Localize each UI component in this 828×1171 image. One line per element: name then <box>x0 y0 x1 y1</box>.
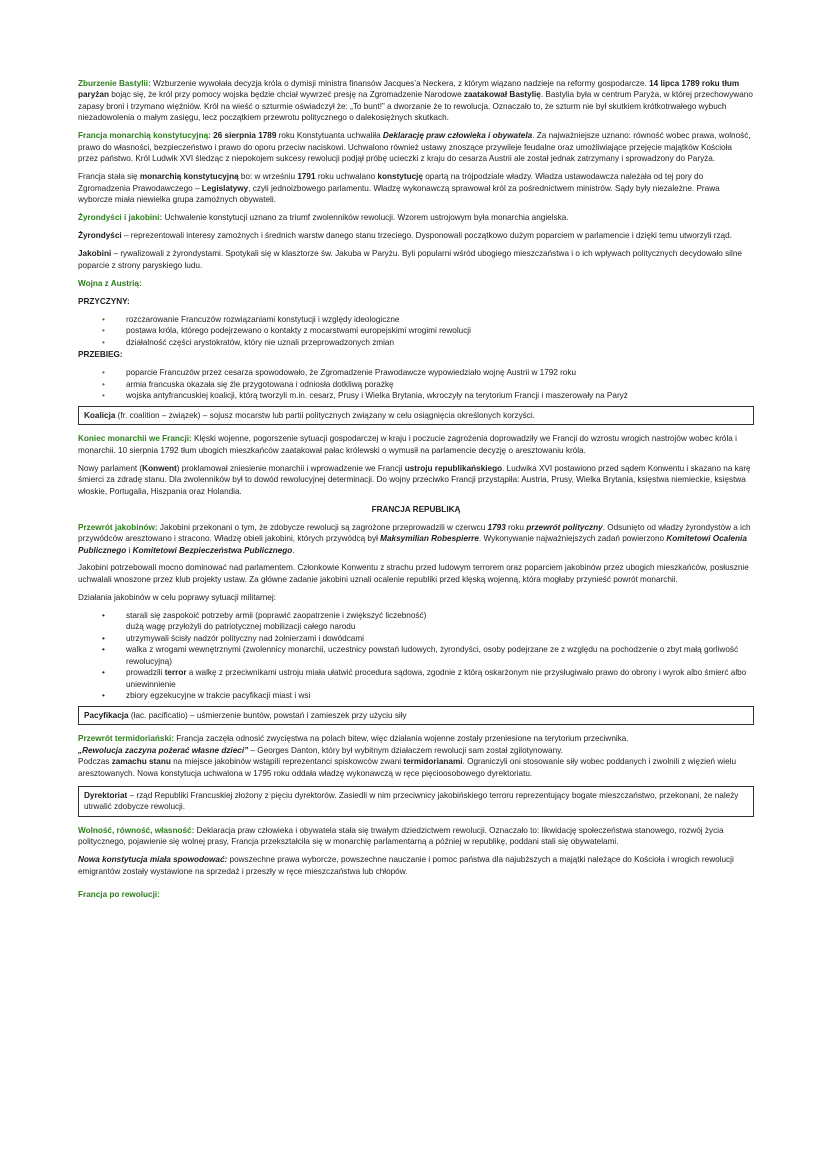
document-page <box>78 78 754 907</box>
list-przyczyny <box>78 314 754 348</box>
paragraph-przewrot-jakobinow <box>78 522 754 556</box>
text: i <box>126 545 133 555</box>
list-item <box>78 337 754 348</box>
bullet-icon: • <box>102 391 105 401</box>
bullet-icon: • <box>102 379 105 389</box>
bullet-icon: • <box>102 314 105 324</box>
heading-konstytucja: Francja monarchią konstytucyjną: <box>78 131 211 141</box>
text: Wzburzenie wywołała decyzja króla o dymisji ministra finansów Jacques’a Neckera, z którym wiązano nadzieje na reformy gospodarcze. <box>150 79 650 88</box>
list-item <box>78 644 754 667</box>
dzialania-intro: Działania jakobinów w celu poprawy sytuacji militarnej: <box>78 592 276 602</box>
bold-text: terror <box>164 668 187 678</box>
text: a walkę z przeciwnikami ustroju miała ułatwić procedura sądowa, zgodnie z którą oskarżonym nie przysługiwało prawo do obrony i wyrok albo śmierć albo uniewinnienie <box>126 668 747 689</box>
list-item <box>78 367 754 378</box>
list-item-continuation <box>78 621 754 632</box>
bold-italic-text: Maksymilian Robespierre <box>380 534 479 544</box>
section-dzialania <box>78 592 754 702</box>
term: Pacyfikacja <box>84 710 129 720</box>
bold-italic-text: 1793 <box>487 522 506 532</box>
text: . Wykonywanie najważniejszych zadań powierzono <box>478 534 667 544</box>
bullet-icon: • <box>102 645 105 655</box>
paragraph-koniec-monarchii <box>78 433 754 456</box>
text: bojąc się, że król przy pomocy wojska będzie chciał wywrzeć presję na Zgromadzenie Narodowe <box>108 90 464 100</box>
section-title: FRANCJA REPUBLIKĄ <box>371 504 461 514</box>
list-przebieg <box>78 367 754 401</box>
text: na miejsce jakobinów wstąpili reprezentanci spiskowców zwani <box>170 757 404 767</box>
bullet-icon: • <box>102 610 105 620</box>
text: rozczarowanie Francuzów rozwiązaniami konstytucji i względy ideologiczne <box>126 314 400 324</box>
bullet-icon: • <box>102 668 105 678</box>
text: . Bastylia była w centrum Paryża, w której przechowywano zapasy broni i trzymano więźniów. Król na wieść o szturmie oświadczył że: „To bunt!” a dworzanie że to rewolucja. Oznaczało to, że szturm nie był skutkiem krótkotrwałego wybuch niezadowolenia o małym zasięgu, lecz początkiem przewrotu politycznego o dalekosiężnych skutkach. <box>78 90 753 123</box>
bullet-icon: • <box>102 691 105 701</box>
text: . Ludwika XVI postawiono przed sądem Konwentu i skazano na karę śmierci za zdradę stanu. Dla zwolenników był to dowód rewolucyjnej determinacji. Do wojny przeciwko Francji przystąpiła: Austria, Prusy, Wielka Brytania, księstwa niemieckie, księstwa włoskie, Portugalia, Hiszpania oraz Holandia. <box>78 463 751 496</box>
paragraph-jakobini <box>78 248 754 271</box>
heading-bastylia: Zburzenie Bastylii: <box>78 79 151 88</box>
heading-wolnosc: Wolność, równość, własność: <box>78 825 195 835</box>
bold-text: konstytucję <box>377 172 423 182</box>
bold-text: Legislatywy <box>201 183 249 193</box>
bold-text: 26 sierpnia 1789 <box>210 131 277 141</box>
text: . Ograniczyli oni stosowanie siły wobec poddanych i zwolnili z więzień wielu aresztowanych. Nowa konstytucja uchwalona w 1795 roku oddała władzę wykonawczą w ręce pięcioosobowego dyrektoriatu. <box>78 757 737 778</box>
text: poparcie Francuzów przez cesarza spowodowało, że Zgromadzenie Prawodawcze wypowiedziało wojnę Austrii w 1792 roku <box>126 368 577 378</box>
list-item <box>78 690 754 701</box>
text: , czyli jednoizbowego parlamentu. Władzę wykonawczą sprawował król za pośrednictwem ministrów. Sądy były niezależne. Prawa wyborcze miała niewielka grupa zamożnych obywateli. <box>78 183 720 205</box>
text: – rywalizowali z żyrondystami. Spotykali się w klasztorze św. Jakuba w Paryżu. Byli popularni wśród ubogiego mieszczaństwa i o ich wpływach politycznych decydowało silne poparcie z strony paryskiego ludu. <box>78 249 742 270</box>
text: postawa króla, którego podejrzewano o kontakty z mocarstwami europejskimi wrogimi rewolucji <box>126 326 471 336</box>
bold-italic-text: Nowa konstytucja miała spowodować: <box>78 855 228 865</box>
bold-text: monarchią konstytucyjną <box>139 172 239 182</box>
bullet-icon: • <box>102 337 105 347</box>
definition-box-koalicja <box>78 406 754 425</box>
text: – reprezentowali interesy zamożnych i średnich warstw danego stanu trzeciego. Dysponowali początkowo dużym poparciem w parlamencie i dzięki temu utworzyli rząd. <box>121 231 732 241</box>
definition-box-pacyfikacja <box>78 706 754 725</box>
paragraph-konwent <box>78 463 754 497</box>
heading-wojna: Wojna z Austrią: <box>78 278 142 288</box>
list-item <box>78 390 754 401</box>
list-item <box>78 314 754 325</box>
text: Uchwalenie konstytucji uznano za triumf zwolenników rewolucji. Wzorem ustrojowym była monarchia angielska. <box>162 213 569 223</box>
text: prowadzili <box>126 668 165 678</box>
text: roku Konstytuanta uchwaliła <box>276 131 383 141</box>
paragraph-konstytucja <box>78 130 754 164</box>
text: . Odsunięto od władzy żyrondystów a ich przywódców aresztowano i stracono. Władzę obieli jakobini, których przywódcą był <box>78 522 751 544</box>
text: Francja stała się <box>78 172 140 182</box>
heading-zyrondysci-jakobini: Żyrondyści i jakobini: <box>78 213 163 223</box>
text: opartą na trójpodziale władzy. Władza ustawodawcza należała od tej pory do Zgromadzenia Prawodawczego – <box>78 172 704 193</box>
list-item <box>78 667 754 690</box>
bold-italic-text: Komitetowi Ocalenia Publicznego <box>78 534 747 555</box>
list-item <box>78 379 754 390</box>
heading-termidor: Przewrót termidoriański: <box>78 734 174 744</box>
paragraph-jakobini-parlament: Jakobini potrzebowali mocno dominować nad parlamentem. Członkowie Konwentu z strachu przed ludowym terrorem oraz poparciem jakobinów przez ubogich mieszkańców, posłusznie uchwalali wnoszone przez klub projekty ustaw. Za główne zadanie jakobini uznali ocalenie republiki przed klęską wojenną, która mogłaby przynieść powrót monarchii. <box>78 563 749 584</box>
bold-text: Konwent <box>142 463 177 473</box>
text: wojska antyfrancuskiej koalicji, którą tworzyli m.in. cesarz, Prusy i Wielka Brytania, wkroczyły na terytorium Francji i maszerowały na Paryż <box>126 391 628 401</box>
bold-text: termidorianami <box>403 757 463 767</box>
text: bo: w wrześniu <box>238 172 298 182</box>
bold-italic-text: Komitetowi Bezpieczeństwa Publicznego <box>132 545 293 555</box>
list-item <box>78 610 754 621</box>
paragraph-monarchia <box>78 171 754 205</box>
text: Nowy parlament ( <box>78 463 143 473</box>
bullet-icon: • <box>102 368 105 378</box>
text: (fr. coalition – związek) – sojusz mocarstw lub partii politycznych związany w celu osiągnięcia określonych korzyści. <box>115 410 535 420</box>
paragraph-zyrondysci-jakobini <box>78 212 754 223</box>
label-przyczyny: PRZYCZYNY: <box>78 296 130 306</box>
list-item <box>78 633 754 644</box>
bold-text: 14 lipca 1789 roku tłum paryżan <box>78 79 740 100</box>
text: – rząd Republiki Francuskiej złożony z pięciu dyrektorów. Zasiedli w nim przeciwnicy jakobińskiego terroru reprezentujący bogate mieszczaństwo, przekonani, że należy utrwalić zdobycze rewolucji. <box>84 790 739 812</box>
text: roku uchwalano <box>315 172 378 182</box>
text: starali się zaspokoić potrzeby armii (poprawić zaopatrzenie i zwiększyć liczebność) <box>126 610 427 620</box>
term: Jakobini <box>78 249 112 259</box>
text: roku <box>505 522 527 532</box>
list-item <box>78 325 754 336</box>
paragraph-zyrondysci <box>78 230 754 241</box>
text: Deklaracja praw człowieka i obywatela stała się trwałym dziedzictwem rewolucji. Oznaczało to: likwidację społeczeństwa stanowego, rozwój życia politycznego, pojawienie się wolnej prasy, Francja przekształciła się w monarchię parlamentarną a później w republikę, poddani stali się obywatelami. <box>78 825 724 847</box>
bold-italic-text: przewrót polityczny <box>526 522 603 532</box>
text: zbiory egzekucyjne w trakcie pacyfikacji miast i wsi <box>126 691 311 701</box>
bold-text: 1791 <box>297 172 316 182</box>
text: . Za najważniejsze uznano: równość wobec prawa, wolność, prawo do własności, bezpieczeństwo i prawo do oporu przeciw naciskowi. Uchwalono również ustawy znoszące przywileje feudalne oraz umożliwiające przejęcie majątków Kościoła przez państwo. Król Ludwik XVI śledząc z niepokojem sukcesy rewolucji podjął próbę ucieczki z kraju do cesarza Austrii ale został jednak zatrzymany i sprowadzony do Paryża. <box>78 131 751 164</box>
bullet-icon: • <box>102 633 105 643</box>
heading-przewrot-jakobinow: Przewrót jakobinów: <box>78 522 158 532</box>
bold-text: zaatakował Bastylię <box>463 90 541 100</box>
bullet-icon: • <box>102 326 105 336</box>
text: Klęski wojenne, pogorszenie sytuacji gospodarczej w kraju i poczucie zagrożenia doprowadziły we Francji do wzrostu wrogich nastrojów wobec króla i monarchii. 10 sierpnia 1792 tłum ubogich mieszkańców zaatakował pałac królewski o wymusił na parlamencie decyzję o aresztowaniu króla. <box>78 434 737 455</box>
text: walka z wrogami wewnętrznymi (zwolennicy monarchii, uczestnicy powstań ludowych, żyrondyści, osoby podejrzane ze z względu na pochodzenie o zbyt małą gorliwość rewolucyjną) <box>126 645 739 666</box>
text: . <box>292 545 295 555</box>
paragraph-nowa-konstytucja <box>78 854 754 877</box>
text: armia francuska okazała się źle przygotowana i odniosła dotkliwą porażkę <box>126 379 394 389</box>
paragraph-termidor <box>78 733 754 779</box>
text: utrzymywali ścisły nadzór polityczny nad żołnierzami i dowódcami <box>126 633 364 643</box>
text: dużą wagę przyłożyli do patriotycznej mobilizacji całego narodu <box>126 622 356 632</box>
bold-text: zamachu stanu <box>111 757 171 767</box>
term: Żyrondyści <box>78 231 122 241</box>
paragraph-wolnosc <box>78 825 754 848</box>
paragraph-po-rewolucji <box>78 889 754 900</box>
paragraph-bastylia <box>78 78 754 124</box>
term: Dyrektoriat <box>84 790 128 800</box>
text: Jakobini przekonani o tym, że zdobycze rewolucji są zagrożone przeprowadzili w czerwcu <box>157 522 488 532</box>
text: ) proklamował zniesienie monarchii i wprowadzenie we Francji <box>176 463 405 473</box>
heading-koniec-monarchii: Koniec monarchii we Francji: <box>78 434 192 444</box>
text: Podczas <box>78 757 112 767</box>
term: Koalicja <box>84 410 116 420</box>
text: powszechne prawa wyborcze, powszechne nauczanie i pomoc państwa dla najubższych a majątki należące do Kościoła i wrogich rewolucji emigrantów zostały wystawione na sprzedaż i przeszły w ręce mieszczaństwa lub chłopów. <box>78 855 734 876</box>
bold-text: ustroju republikańskiego <box>404 463 503 473</box>
text: (łac. pacificatio) – uśmierzenie buntów, powstań i zamieszek przy użyciu siły <box>128 710 407 720</box>
label-przebieg: PRZEBIEG: <box>78 350 123 360</box>
list-dzialania <box>78 610 754 702</box>
text: – Georges Danton, który był wybitnym działaczem rewolucji sam został zgilotynowany. <box>248 745 563 755</box>
definition-box-dyrektoriat <box>78 786 754 817</box>
section-wojna <box>78 278 754 402</box>
heading-po-rewolucji: Francja po rewolucji: <box>78 890 160 900</box>
text: Francja zaczęła odnosić zwycięstwa na polach bitew, więc działania wojenne zostały przeniesione na terytorium przeciwnika. <box>174 734 629 744</box>
text: działalność części arystokratów, który nie uznali przeprowadzonych zmian <box>126 337 395 347</box>
bold-italic-text: „Rewolucja zaczyna pożerać własne dzieci” <box>78 745 249 755</box>
bold-italic-text: Deklarację praw człowieka i obywatela <box>382 131 533 141</box>
